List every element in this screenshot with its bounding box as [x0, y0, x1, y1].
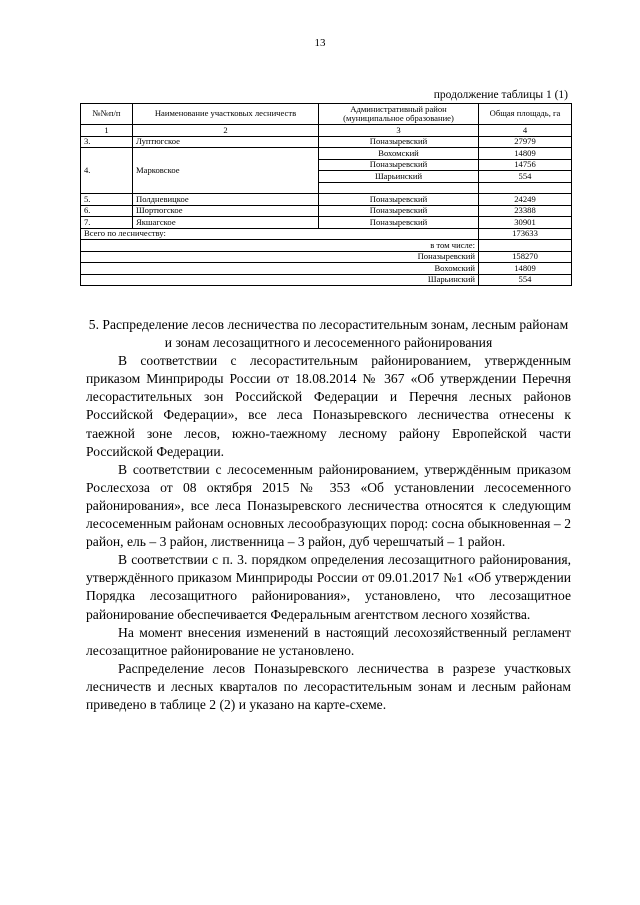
breakdown-area: 554 — [479, 274, 572, 286]
table-cell: Полдневицкое — [133, 194, 319, 206]
table-cell: 4. — [81, 148, 133, 194]
breakdown-district: Шарьинский — [81, 274, 479, 286]
table-cell — [319, 182, 479, 194]
table-cell: Поназыревский — [319, 194, 479, 206]
column-number-row — [81, 125, 572, 137]
table-cell: 1 — [81, 125, 133, 137]
table-cell — [479, 240, 572, 252]
table-cell: 27979 — [479, 136, 572, 148]
paragraph: На момент внесения изменений в настоящий лесохозяйственный регламент лесозащитное районирование не установлено. — [86, 624, 571, 658]
table-row — [81, 194, 572, 206]
table-cell: Луптюгское — [133, 136, 319, 148]
table-row — [81, 148, 572, 160]
section-heading: 5. Распределение лесов лесничества по лесорастительным зонам, лесным районам и зонам лесозащитного и лесосеменного районирования — [88, 317, 569, 351]
table-row — [81, 205, 572, 217]
table-cell: 14809 — [479, 148, 572, 160]
table-row — [81, 217, 572, 229]
table-cell: Поназыревский — [319, 136, 479, 148]
table-cell: Поназыревский — [319, 159, 479, 171]
table-cell: Шарьинский — [319, 171, 479, 183]
table-cell: Поназыревский — [319, 217, 479, 229]
total-row — [81, 228, 572, 240]
table-cell: 14756 — [479, 159, 572, 171]
table-cell: 6. — [81, 205, 133, 217]
table-cell: Вохомский — [319, 148, 479, 160]
paragraph: Распределение лесов Поназыревского лесничества в разрезе участковых лесничеств и лесных кварталов по лесорастительным зонам и лесным районам приведено в таблице 2 (2) и указано на карте-схеме. — [86, 660, 571, 712]
forest-district-table — [80, 103, 572, 286]
table-cell: 24249 — [479, 194, 572, 206]
breakdown-area: 14809 — [479, 263, 572, 275]
table-cell: Шортюгское — [133, 205, 319, 217]
table-cell: 7. — [81, 217, 133, 229]
page-number: 13 — [314, 37, 326, 49]
header-cell-name: Наименование участковых лесничеств — [133, 104, 319, 125]
breakdown-area: 158270 — [479, 251, 572, 263]
paragraph: В соответствии с лесосеменным районированием, утверждённым приказом Рослесхоза от 08 октября 2015 № 353 «Об установлении лесосеменного районирования», все леса Поназыревского лесничества относятся к следующим лесосеменным районам основных лесообразующих пород: сосна обыкновенная – 2 район, ель – 3 район, лиственница – 3 район, дуб черешчатый – 1 район. — [86, 461, 571, 550]
table-cell: Якшагское — [133, 217, 319, 229]
table-cell — [479, 182, 572, 194]
total-label: Всего по лесничеству: — [81, 228, 479, 240]
table-header-row — [81, 104, 572, 125]
including-row — [81, 240, 572, 252]
section-body — [86, 316, 571, 714]
table-cell: 554 — [479, 171, 572, 183]
table-cell: 3 — [319, 125, 479, 137]
total-area: 173633 — [479, 228, 572, 240]
table-cell: 30901 — [479, 217, 572, 229]
table-cell: 5. — [81, 194, 133, 206]
header-cell-district: Административный район (муниципальное образование) — [319, 104, 479, 125]
including-label: в том числе: — [81, 240, 479, 252]
table-cell: 2 — [133, 125, 319, 137]
header-cell-area: Общая площадь, га — [479, 104, 572, 125]
paragraph: В соответствии с лесорастительным районированием, утвержденным приказом Минприроды России от 18.08.2014 № 367 «Об утверждении Перечня лесорастительных зон Российской Федерации и Перечня лесных районов Российской Федерации», все леса Поназыревского лесничества отнесены к таежной зоне лесов, южно-таежному лесному району Европейской части Российской Федерации. — [86, 353, 571, 459]
table-cell: Марковское — [133, 148, 319, 194]
header-cell-number: №№п/п — [81, 104, 133, 125]
table-cell: 4 — [479, 125, 572, 137]
breakdown-row — [81, 274, 572, 286]
breakdown-district: Поназыревский — [81, 251, 479, 263]
paragraph: В соответствии с п. 3. порядком определения лесозащитного районирования, утверждённого приказом Минприроды России от 09.01.2017 №1 «Об утверждении Порядка лесозащитного районирования», установлено, что лесозащитное районирование обеспечивается Федеральным агентством лесного хозяйства. — [86, 552, 571, 622]
table-cell: Поназыревский — [319, 205, 479, 217]
breakdown-district: Вохомский — [81, 263, 479, 275]
breakdown-row — [81, 251, 572, 263]
table-row — [81, 136, 572, 148]
table-caption: продолжение таблицы 1 (1) — [433, 89, 568, 101]
table-cell: 3. — [81, 136, 133, 148]
table-cell: 23388 — [479, 205, 572, 217]
breakdown-row — [81, 263, 572, 275]
